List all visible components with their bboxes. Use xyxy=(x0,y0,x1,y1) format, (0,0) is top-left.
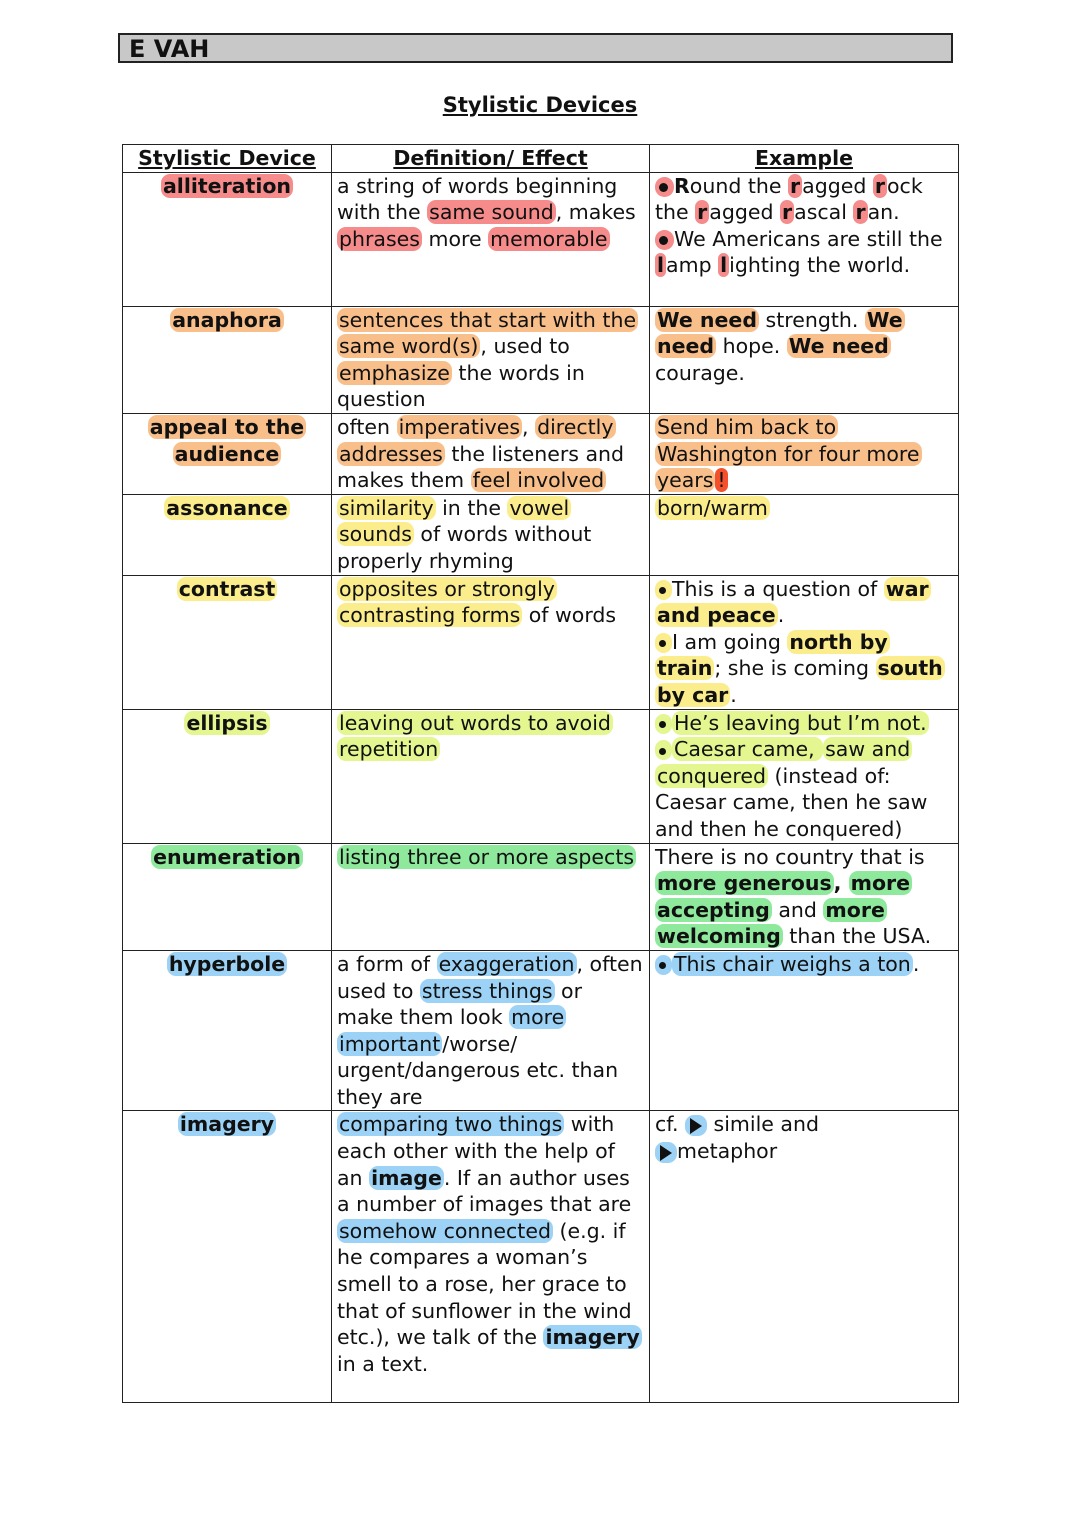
device-name: assonance xyxy=(123,494,332,575)
table-row xyxy=(123,172,959,306)
table-row xyxy=(123,494,959,575)
device-example: Round the ragged rock the ragged rascal ran. We Americans are still the lamp lighting the world. xyxy=(650,172,959,306)
table-header-row xyxy=(123,145,959,173)
table-row xyxy=(123,709,959,843)
device-name: anaphora xyxy=(123,306,332,413)
device-example: cf. simile and metaphor xyxy=(650,1111,959,1403)
device-definition: a form of exaggeration, often used to stress things or make them look more important/worse/ urgent/dangerous etc. than they are xyxy=(332,950,650,1111)
device-definition: often imperatives, directly addresses the listeners and makes them feel involved xyxy=(332,413,650,494)
table-row xyxy=(123,843,959,950)
table-row xyxy=(123,306,959,413)
device-name: contrast xyxy=(123,575,332,709)
device-name: enumeration xyxy=(123,843,332,950)
device-example: There is no country that is more generous, more accepting and more welcoming than the USA. xyxy=(650,843,959,950)
arrow-right-icon xyxy=(685,1115,707,1136)
header-label: E VAH xyxy=(129,35,210,63)
bullet-icon xyxy=(655,714,672,734)
device-name: ellipsis xyxy=(123,709,332,843)
device-definition: comparing two things with each other with the help of an image. If an author uses a number of images that are somehow connected (e.g. if he compares a woman’s smell to a rose, her grace to that of sunflower in the wind etc.), we talk of the imagery in a text. xyxy=(332,1111,650,1403)
device-definition: similarity in the vowel sounds of words without properly rhyming xyxy=(332,494,650,575)
table-row xyxy=(123,575,959,709)
bullet-icon xyxy=(655,633,672,653)
header-bar xyxy=(118,33,953,63)
device-name: alliteration xyxy=(123,172,332,306)
bullet-icon xyxy=(655,177,674,197)
table-row xyxy=(123,1111,959,1403)
device-example: This is a question of war and peace. I am going north by train; she is coming south by car. xyxy=(650,575,959,709)
column-header-example: Example xyxy=(650,145,959,173)
device-name: hyperbole xyxy=(123,950,332,1111)
table-row xyxy=(123,413,959,494)
bullet-icon xyxy=(655,955,672,975)
device-definition: a string of words beginning with the same sound, makes phrases more memorable xyxy=(332,172,650,306)
device-definition: sentences that start with the same word(s), used to emphasize the words in question xyxy=(332,306,650,413)
column-header-device: Stylistic Device xyxy=(123,145,332,173)
device-definition: listing three or more aspects xyxy=(332,843,650,950)
device-name: appeal to the audience xyxy=(123,413,332,494)
document-title: Stylistic Devices xyxy=(442,93,638,117)
column-header-definition: Definition/ Effect xyxy=(332,145,650,173)
device-example: He’s leaving but I’m not. Caesar came, saw and conquered (instead of: Caesar came, then he saw and then he conquered) xyxy=(650,709,959,843)
arrow-right-icon xyxy=(655,1142,677,1163)
device-example: This chair weighs a ton. xyxy=(650,950,959,1111)
device-definition: leaving out words to avoid repetition xyxy=(332,709,650,843)
stylistic-devices-table xyxy=(122,144,959,1403)
device-example: We need strength. We need hope. We need courage. xyxy=(650,306,959,413)
bullet-icon xyxy=(655,230,674,250)
device-example: born/warm xyxy=(650,494,959,575)
device-example: Send him back to Washington for four more years ! xyxy=(650,413,959,494)
table-row xyxy=(123,950,959,1111)
device-name: imagery xyxy=(123,1111,332,1403)
device-definition: opposites or strongly contrasting forms of words xyxy=(332,575,650,709)
bullet-icon xyxy=(655,740,672,760)
bullet-icon xyxy=(655,580,672,600)
